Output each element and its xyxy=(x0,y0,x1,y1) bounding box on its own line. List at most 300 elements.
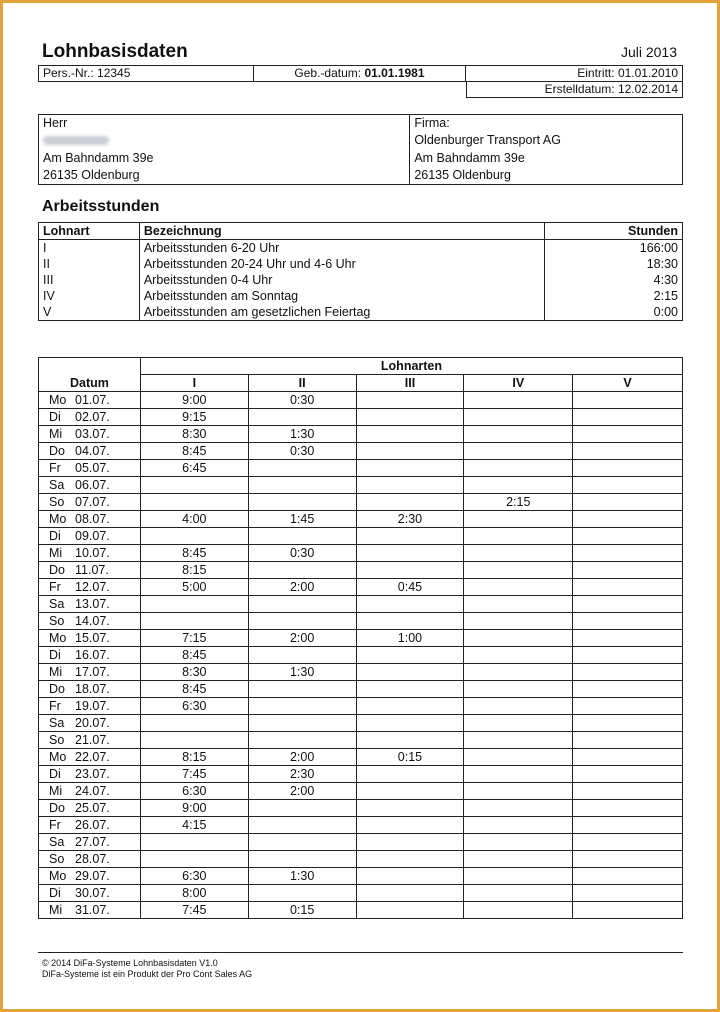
hours-cell xyxy=(248,681,356,698)
day-row xyxy=(39,443,683,460)
hours-cell: 1:00 xyxy=(356,630,464,647)
lohnart-cell: V xyxy=(39,304,140,321)
hours-cell xyxy=(356,443,464,460)
hours-cell: 8:15 xyxy=(140,749,248,766)
hours-cell xyxy=(464,477,573,494)
hours-cell xyxy=(248,460,356,477)
hours-cell xyxy=(464,800,573,817)
hours-cell xyxy=(248,834,356,851)
lohnart-cell: III xyxy=(39,272,140,288)
date: 05.07. xyxy=(75,461,110,475)
hours-cell xyxy=(356,426,464,443)
hours-cell xyxy=(248,596,356,613)
date: 15.07. xyxy=(75,631,110,645)
lohnart-row xyxy=(39,304,683,321)
hours-cell: 0:30 xyxy=(248,443,356,460)
date: 02.07. xyxy=(75,410,110,424)
date: 21.07. xyxy=(75,733,110,747)
hours-cell xyxy=(573,885,683,902)
hours-cell xyxy=(248,528,356,545)
day-row xyxy=(39,783,683,800)
day-row xyxy=(39,613,683,630)
employee-header-table xyxy=(38,65,683,82)
date: 16.07. xyxy=(75,648,110,662)
hours-cell xyxy=(573,783,683,800)
hours-cell xyxy=(464,647,573,664)
day-row xyxy=(39,528,683,545)
day-row xyxy=(39,885,683,902)
hours-cell: 9:15 xyxy=(140,409,248,426)
weekday: Mo xyxy=(49,869,67,883)
lohnarten-group-header: Lohnarten xyxy=(140,358,682,375)
date-cell xyxy=(39,902,141,919)
day-row xyxy=(39,834,683,851)
weekday: Fr xyxy=(49,461,61,475)
hours-cell xyxy=(140,528,248,545)
hours-cell xyxy=(464,579,573,596)
day-row xyxy=(39,426,683,443)
weekday: Do xyxy=(49,563,65,577)
created-date-cell xyxy=(467,82,683,98)
hours-cell xyxy=(573,800,683,817)
hours-cell xyxy=(356,613,464,630)
section-title-arbeitsstunden: Arbeitsstunden xyxy=(42,198,160,215)
weekday: Fr xyxy=(49,818,61,832)
employee-city: 26135 Oldenburg xyxy=(39,167,410,185)
weekday: Mo xyxy=(49,750,67,764)
weekday: Do xyxy=(49,682,65,696)
date-cell xyxy=(39,630,141,647)
date: 10.07. xyxy=(75,546,110,560)
date-cell xyxy=(39,783,141,800)
day-row xyxy=(39,409,683,426)
hours-cell: 0:15 xyxy=(356,749,464,766)
hours-cell xyxy=(248,562,356,579)
hours-cell xyxy=(356,783,464,800)
date: 31.07. xyxy=(75,903,110,917)
hours-cell xyxy=(356,851,464,868)
weekday: So xyxy=(49,733,65,747)
hours-cell xyxy=(248,409,356,426)
date-cell xyxy=(39,732,141,749)
hours-cell xyxy=(356,477,464,494)
hours-cell xyxy=(464,715,573,732)
date: 09.07. xyxy=(75,529,110,543)
weekday: Sa xyxy=(49,597,65,611)
date-cell xyxy=(39,800,141,817)
hours-cell: 2:30 xyxy=(248,766,356,783)
hours-cell: 8:45 xyxy=(140,443,248,460)
hours-cell xyxy=(248,647,356,664)
hours-cell xyxy=(464,443,573,460)
hours-cell: 0:30 xyxy=(248,545,356,562)
weekday: Di xyxy=(49,410,61,424)
col-bezeichnung: Bezeichnung xyxy=(139,223,544,240)
hours-cell xyxy=(573,460,683,477)
date-cell xyxy=(39,494,141,511)
stunden-cell: 4:30 xyxy=(545,272,683,288)
date: 08.07. xyxy=(75,512,110,526)
hours-cell xyxy=(464,885,573,902)
hours-cell xyxy=(573,749,683,766)
date-cell xyxy=(39,477,141,494)
hours-cell xyxy=(464,664,573,681)
hours-cell xyxy=(356,732,464,749)
hours-cell xyxy=(464,409,573,426)
hours-cell xyxy=(356,392,464,409)
col-lohnart: Lohnart xyxy=(39,223,140,240)
date-cell xyxy=(39,885,141,902)
hours-cell: 8:45 xyxy=(140,647,248,664)
date-cell xyxy=(39,409,141,426)
hours-cell: 7:45 xyxy=(140,902,248,919)
day-row xyxy=(39,800,683,817)
hours-cell xyxy=(356,834,464,851)
hours-cell xyxy=(356,902,464,919)
weekday: Di xyxy=(49,886,61,900)
hours-cell xyxy=(464,681,573,698)
day-row xyxy=(39,630,683,647)
hours-cell: 9:00 xyxy=(140,392,248,409)
hours-cell xyxy=(464,732,573,749)
date-cell xyxy=(39,681,141,698)
hours-cell xyxy=(464,851,573,868)
hours-cell xyxy=(464,817,573,834)
hours-cell xyxy=(248,715,356,732)
stunden-cell: 166:00 xyxy=(545,240,683,257)
weekday: So xyxy=(49,852,65,866)
weekday: Mi xyxy=(49,903,63,917)
hours-cell xyxy=(356,664,464,681)
employee-salutation: Herr xyxy=(39,115,410,133)
hours-cell: 2:00 xyxy=(248,630,356,647)
hours-cell xyxy=(248,477,356,494)
day-row xyxy=(39,766,683,783)
hours-cell xyxy=(573,579,683,596)
date: 19.07. xyxy=(75,699,110,713)
date-cell xyxy=(39,834,141,851)
hours-cell xyxy=(464,545,573,562)
hours-cell: 8:30 xyxy=(140,664,248,681)
document-title: Lohnbasisdaten xyxy=(42,41,188,62)
hours-cell xyxy=(140,596,248,613)
hours-cell xyxy=(573,647,683,664)
date: 11.07. xyxy=(75,563,109,577)
hours-cell xyxy=(140,494,248,511)
day-row xyxy=(39,477,683,494)
stunden-cell: 0:00 xyxy=(545,304,683,321)
day-row xyxy=(39,698,683,715)
hours-cell xyxy=(356,681,464,698)
bezeichnung-cell: Arbeitsstunden am gesetzlichen Feiertag xyxy=(139,304,544,321)
birthdate-label: Geb.-datum: xyxy=(294,66,362,80)
company-name: Oldenburger Transport AG xyxy=(410,132,683,150)
date-cell xyxy=(39,613,141,630)
date: 13.07. xyxy=(75,597,110,611)
date-cell xyxy=(39,766,141,783)
hours-cell: 1:30 xyxy=(248,868,356,885)
hours-cell xyxy=(464,868,573,885)
title-row xyxy=(38,41,683,65)
company-street: Am Bahndamm 39e xyxy=(410,150,683,167)
weekday: Sa xyxy=(49,478,65,492)
birthdate-value: 01.01.1981 xyxy=(364,66,425,80)
weekday: Mi xyxy=(49,784,63,798)
date: 24.07. xyxy=(75,784,110,798)
hours-cell: 6:45 xyxy=(140,460,248,477)
entry-date-value: 01.01.2010 xyxy=(617,66,678,80)
pers-nr-value: 12345 xyxy=(97,66,131,80)
hours-cell xyxy=(464,460,573,477)
hours-cell xyxy=(356,528,464,545)
date-cell xyxy=(39,664,141,681)
hours-cell xyxy=(140,613,248,630)
entry-date-label: Eintritt: xyxy=(577,66,615,80)
date: 22.07. xyxy=(75,750,110,764)
hours-cell xyxy=(356,409,464,426)
date: 07.07. xyxy=(75,495,110,509)
hours-cell xyxy=(573,715,683,732)
col-lohnart-i: I xyxy=(140,375,248,392)
bezeichnung-cell: Arbeitsstunden am Sonntag xyxy=(139,288,544,304)
date-cell xyxy=(39,545,141,562)
hours-cell: 7:15 xyxy=(140,630,248,647)
weekday: Sa xyxy=(49,835,65,849)
date-cell xyxy=(39,426,141,443)
hours-cell xyxy=(573,613,683,630)
day-row xyxy=(39,749,683,766)
hours-cell xyxy=(356,817,464,834)
col-lohnart-iv: IV xyxy=(464,375,573,392)
weekday: Mo xyxy=(49,631,67,645)
daily-hours-table xyxy=(38,357,683,919)
hours-cell: 0:15 xyxy=(248,902,356,919)
redacted-name-blur xyxy=(43,136,109,145)
date-cell xyxy=(39,562,141,579)
lohnart-row xyxy=(39,272,683,288)
weekday: Fr xyxy=(49,699,61,713)
weekday: Sa xyxy=(49,716,65,730)
day-row xyxy=(39,681,683,698)
day-row xyxy=(39,562,683,579)
footer-divider xyxy=(38,952,683,953)
date-cell xyxy=(39,579,141,596)
hours-cell xyxy=(573,443,683,460)
day-row xyxy=(39,851,683,868)
hours-cell xyxy=(573,562,683,579)
date-cell xyxy=(39,443,141,460)
date: 01.07. xyxy=(75,393,110,407)
employee-name-redacted xyxy=(39,132,410,150)
hours-cell: 2:30 xyxy=(356,511,464,528)
weekday: Do xyxy=(49,444,65,458)
hours-cell xyxy=(573,511,683,528)
date-cell xyxy=(39,868,141,885)
date-cell xyxy=(39,817,141,834)
hours-cell xyxy=(248,732,356,749)
date: 28.07. xyxy=(75,852,110,866)
hours-cell xyxy=(356,715,464,732)
hours-cell xyxy=(356,800,464,817)
col-datum: Datum xyxy=(39,358,141,392)
hours-cell xyxy=(464,902,573,919)
hours-cell xyxy=(464,834,573,851)
hours-cell: 8:00 xyxy=(140,885,248,902)
weekday: Mo xyxy=(49,512,67,526)
weekday: Di xyxy=(49,767,61,781)
lohnart-cell: I xyxy=(39,240,140,257)
date: 30.07. xyxy=(75,886,110,900)
day-row xyxy=(39,902,683,919)
birthdate-cell xyxy=(253,66,466,82)
weekday: Do xyxy=(49,801,65,815)
hours-cell xyxy=(140,477,248,494)
hours-cell xyxy=(248,817,356,834)
pers-nr-cell xyxy=(39,66,254,82)
hours-cell xyxy=(464,562,573,579)
date-cell xyxy=(39,851,141,868)
hours-cell xyxy=(573,732,683,749)
hours-cell: 8:15 xyxy=(140,562,248,579)
day-row xyxy=(39,579,683,596)
hours-cell xyxy=(140,715,248,732)
lohnart-row xyxy=(39,240,683,257)
hours-cell: 8:45 xyxy=(140,681,248,698)
weekday: Mi xyxy=(49,665,63,679)
date-cell xyxy=(39,647,141,664)
created-date-value: 12.02.2014 xyxy=(617,82,678,96)
hours-cell xyxy=(464,613,573,630)
weekday: Fr xyxy=(49,580,61,594)
weekday: Mi xyxy=(49,427,63,441)
hours-cell xyxy=(573,817,683,834)
hours-cell xyxy=(248,613,356,630)
hours-cell xyxy=(248,800,356,817)
hours-cell: 9:00 xyxy=(140,800,248,817)
address-table xyxy=(38,114,683,185)
hours-cell xyxy=(573,766,683,783)
date-cell xyxy=(39,715,141,732)
lohnart-table xyxy=(38,222,683,321)
hours-cell: 6:30 xyxy=(140,698,248,715)
weekday: Mo xyxy=(49,393,67,407)
hours-cell xyxy=(356,545,464,562)
entry-date-cell xyxy=(466,66,683,82)
hours-cell xyxy=(573,545,683,562)
hours-cell: 6:30 xyxy=(140,783,248,800)
created-date-label: Erstelldatum: xyxy=(544,82,615,96)
hours-cell xyxy=(248,494,356,511)
hours-cell xyxy=(464,630,573,647)
hours-cell xyxy=(464,426,573,443)
company-city: 26135 Oldenburg xyxy=(410,167,683,185)
hours-cell xyxy=(356,494,464,511)
hours-cell xyxy=(464,783,573,800)
hours-cell: 1:30 xyxy=(248,664,356,681)
hours-cell xyxy=(356,596,464,613)
date: 25.07. xyxy=(75,801,110,815)
lohnart-cell: IV xyxy=(39,288,140,304)
day-row xyxy=(39,664,683,681)
date-cell xyxy=(39,749,141,766)
hours-cell: 0:30 xyxy=(248,392,356,409)
day-row xyxy=(39,596,683,613)
hours-cell: 2:00 xyxy=(248,749,356,766)
hours-cell xyxy=(356,868,464,885)
hours-cell: 1:45 xyxy=(248,511,356,528)
weekday: So xyxy=(49,614,65,628)
col-lohnart-iii: III xyxy=(356,375,464,392)
date: 06.07. xyxy=(75,478,110,492)
lohnart-row xyxy=(39,288,683,304)
hours-cell xyxy=(140,732,248,749)
hours-cell xyxy=(573,494,683,511)
hours-cell: 7:45 xyxy=(140,766,248,783)
weekday: So xyxy=(49,495,65,509)
bezeichnung-cell: Arbeitsstunden 0-4 Uhr xyxy=(139,272,544,288)
day-row xyxy=(39,715,683,732)
date-cell xyxy=(39,596,141,613)
hours-cell xyxy=(464,698,573,715)
hours-cell xyxy=(573,409,683,426)
day-row xyxy=(39,392,683,409)
hours-cell xyxy=(356,766,464,783)
hours-cell xyxy=(573,851,683,868)
bezeichnung-cell: Arbeitsstunden 6-20 Uhr xyxy=(139,240,544,257)
weekday: Di xyxy=(49,529,61,543)
hours-cell: 2:00 xyxy=(248,579,356,596)
date: 23.07. xyxy=(75,767,110,781)
date: 12.07. xyxy=(75,580,110,594)
pers-nr-label: Pers.-Nr.: xyxy=(43,66,94,80)
col-lohnart-v: V xyxy=(573,375,683,392)
stunden-cell: 2:15 xyxy=(545,288,683,304)
day-row xyxy=(39,817,683,834)
date: 18.07. xyxy=(75,682,110,696)
hours-cell xyxy=(356,460,464,477)
hours-cell xyxy=(573,902,683,919)
day-row xyxy=(39,868,683,885)
hours-cell: 4:00 xyxy=(140,511,248,528)
day-row xyxy=(39,460,683,477)
hours-cell xyxy=(464,511,573,528)
weekday: Di xyxy=(49,648,61,662)
period-label: Juli 2013 xyxy=(620,44,677,60)
hours-cell xyxy=(356,698,464,715)
stunden-cell: 18:30 xyxy=(545,256,683,272)
hours-cell: 6:30 xyxy=(140,868,248,885)
hours-cell: 5:00 xyxy=(140,579,248,596)
hours-cell xyxy=(140,851,248,868)
date: 20.07. xyxy=(75,716,110,730)
hours-cell xyxy=(248,851,356,868)
hours-cell: 2:15 xyxy=(464,494,573,511)
hours-cell xyxy=(573,596,683,613)
footer-product: DiFa-Systeme ist ein Produkt der Pro Cont Sales AG xyxy=(42,969,253,979)
hours-cell xyxy=(464,766,573,783)
hours-cell: 1:30 xyxy=(248,426,356,443)
date: 14.07. xyxy=(75,614,110,628)
hours-cell xyxy=(464,596,573,613)
date: 26.07. xyxy=(75,818,110,832)
date: 03.07. xyxy=(75,427,110,441)
hours-cell xyxy=(573,868,683,885)
col-stunden: Stunden xyxy=(545,223,683,240)
day-row xyxy=(39,647,683,664)
lohnart-cell: II xyxy=(39,256,140,272)
hours-cell xyxy=(464,392,573,409)
footer-copyright: © 2014 DiFa-Systeme Lohnbasisdaten V1.0 xyxy=(42,958,218,968)
